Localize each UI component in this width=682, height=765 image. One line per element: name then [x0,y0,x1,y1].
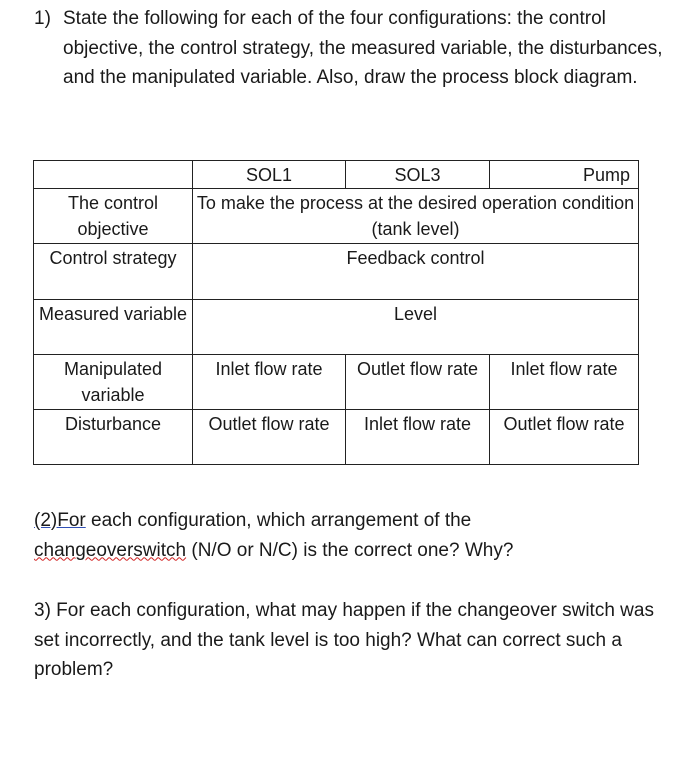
changeover-switch-word: changeoverswitch [34,539,187,561]
header-empty-cell [34,161,193,189]
question-2-line-1-text: each configuration, which arrangement of the [85,510,472,531]
row-label-manipulated-variable: Manipulated variable [34,355,193,410]
disturbance-sol1: Outlet flow rate [193,410,346,465]
table-header-row [34,161,639,189]
header-pump: Pump [490,161,639,189]
question-3: 3) For each configuration, what may happen if the changeover switch was set incorrectly, and the tank level is too high? What can correct such a problem? [34,600,654,680]
question-1-text: State the following for each of the four configurations: the control objective, the control strategy, the measured variable, the disturbances, and the manipulated variable. Also, draw the process block diagram. [63,8,663,88]
row-disturbance [34,410,639,465]
value-control-strategy: Feedback control [193,244,639,300]
row-label-measured-variable: Measured variable [34,300,193,355]
question-1 [34,4,674,93]
manipulated-sol3: Outlet flow rate [346,355,490,410]
row-control-objective [34,189,639,244]
value-measured-variable: Level [193,300,639,355]
manipulated-pump: Inlet flow rate [490,355,639,410]
row-label-disturbance: Disturbance [34,410,193,465]
value-control-objective: To make the process at the desired operation condition (tank level) [193,189,639,244]
question-2-line-1 [34,506,634,536]
row-control-strategy [34,244,639,300]
configuration-table [33,160,639,465]
disturbance-sol3: Inlet flow rate [346,410,490,465]
question-2-prefix: (2)For [34,510,86,531]
question-1-number: 1) [34,8,51,29]
question-2 [34,506,634,565]
header-sol1: SOL1 [193,161,346,189]
header-sol3: SOL3 [346,161,490,189]
row-manipulated-variable [34,355,639,410]
question-2-line-2 [34,536,634,566]
question-2-line-2-text: (N/O or N/C) is the correct one? Why? [186,539,514,561]
manipulated-sol1: Inlet flow rate [193,355,346,410]
row-label-control-strategy: Control strategy [34,244,193,300]
disturbance-pump: Outlet flow rate [490,410,639,465]
row-label-control-objective: The control objective [34,189,193,244]
row-measured-variable [34,300,639,355]
